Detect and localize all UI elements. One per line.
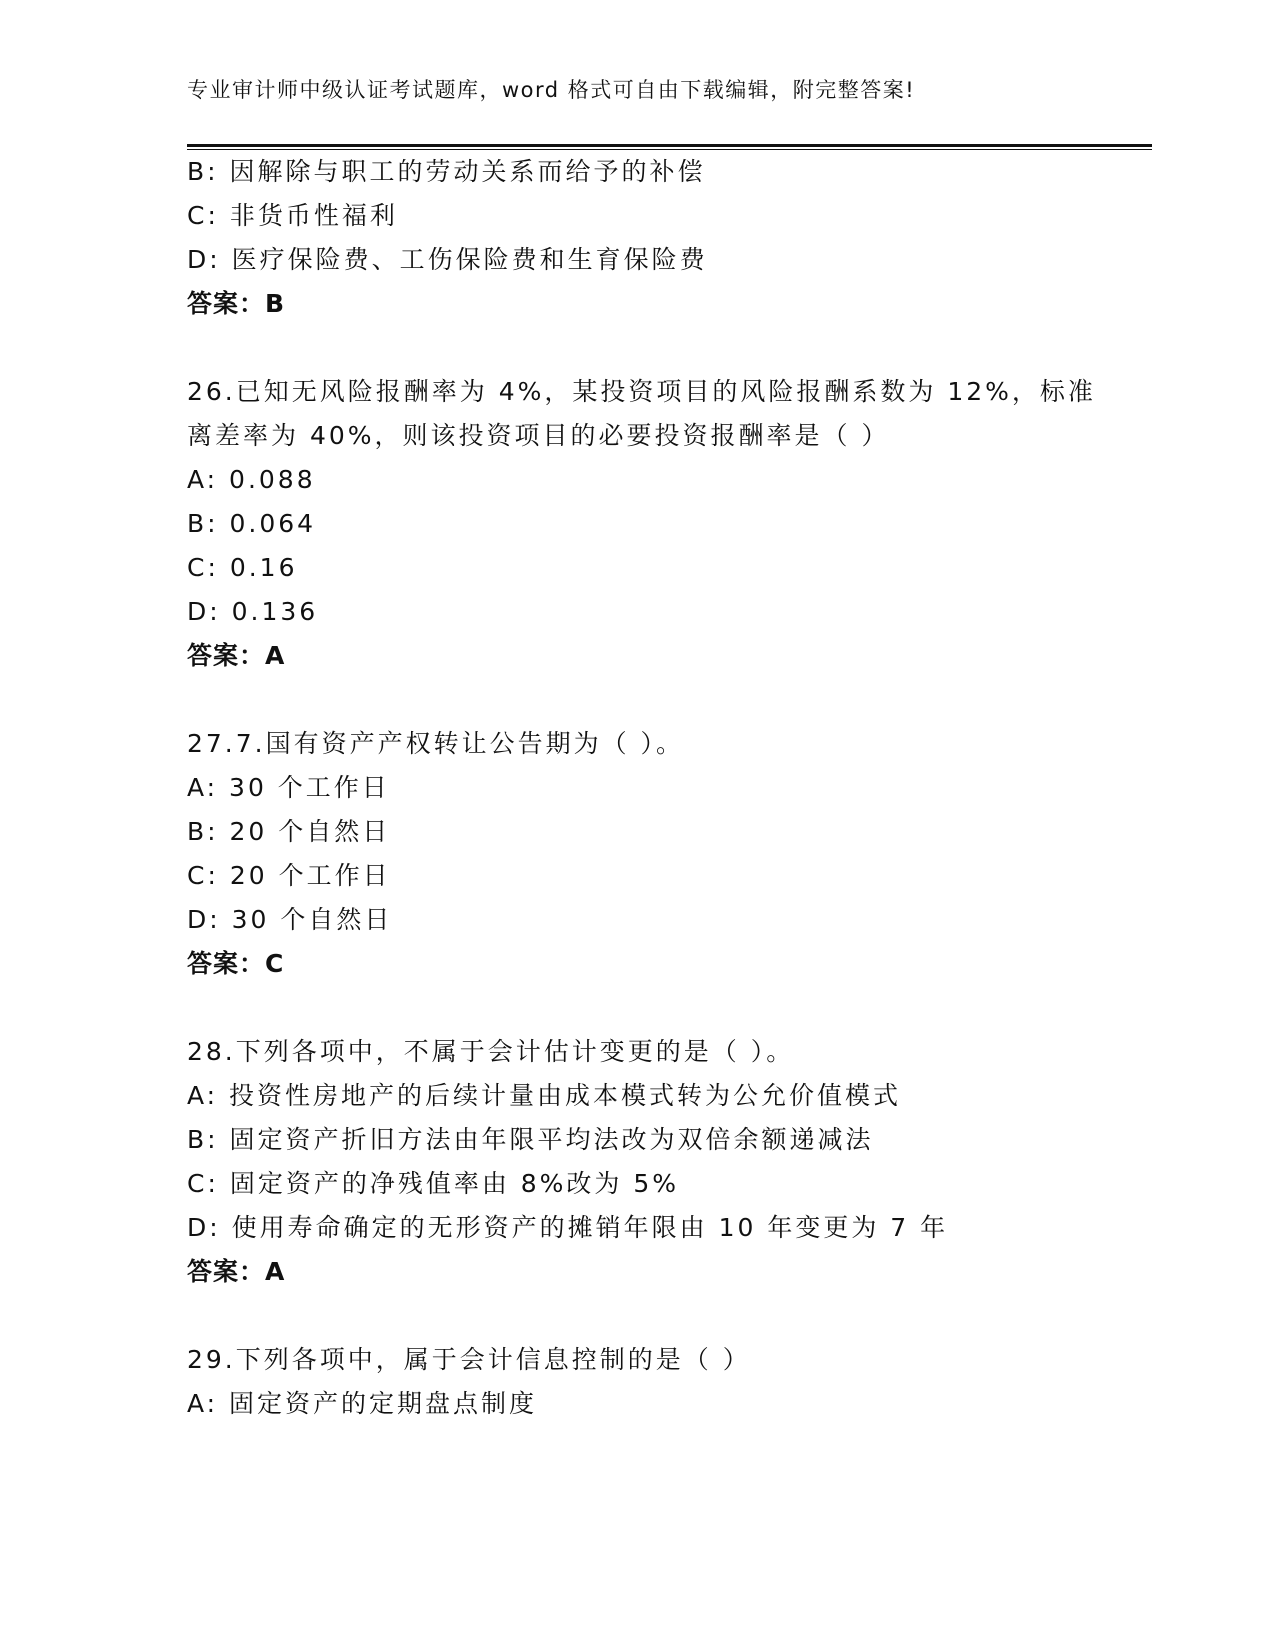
q28-stem: 28.下列各项中，不属于会计估计变更的是（ ）。: [187, 1037, 795, 1066]
q28-option-b: B: 固定资产折旧方法由年限平均法改为双倍余额递减法: [187, 1125, 874, 1154]
q27-option-a: A: 30 个工作日: [187, 773, 390, 802]
q26-stem-line1: 26.已知无风险报酬率为 4%，某投资项目的风险报酬系数为 12%，标准: [187, 377, 1096, 406]
q28-option-a: A: 投资性房地产的后续计量由成本模式转为公允价值模式: [187, 1081, 902, 1110]
q29-option-a: A: 固定资产的定期盘点制度: [187, 1389, 538, 1418]
q27-answer: 答案：C: [187, 949, 285, 978]
q25-option-c: C: 非货币性福利: [187, 201, 398, 230]
q27-option-c: C: 20 个工作日: [187, 861, 391, 890]
q28-option-d: D: 使用寿命确定的无形资产的摊销年限由 10 年变更为 7 年: [187, 1213, 949, 1242]
q27-option-d: D: 30 个自然日: [187, 905, 393, 934]
header-rule-thin: [187, 149, 1152, 150]
q29-stem: 29.下列各项中，属于会计信息控制的是（ ）: [187, 1345, 751, 1374]
q26-answer: 答案：A: [187, 641, 286, 670]
q27-option-b: B: 20 个自然日: [187, 817, 391, 846]
q26-option-b: B: 0.064: [187, 509, 317, 538]
q26-option-c: C: 0.16: [187, 553, 298, 582]
q25-answer: 答案：B: [187, 289, 286, 318]
q26-option-a: A: 0.088: [187, 465, 316, 494]
page-header: 专业审计师中级认证考试题库，word 格式可自由下载编辑，附完整答案!: [187, 78, 916, 102]
q25-option-d: D: 医疗保险费、工伤保险费和生育保险费: [187, 245, 708, 274]
q27-stem: 27.7.国有资产产权转让公告期为（ ）。: [187, 729, 685, 758]
q28-option-c: C: 固定资产的净残值率由 8%改为 5%: [187, 1169, 680, 1198]
q26-option-d: D: 0.136: [187, 597, 319, 626]
q28-answer: 答案：A: [187, 1257, 286, 1286]
q25-option-b: B: 因解除与职工的劳动关系而给予的补偿: [187, 157, 706, 186]
header-rule-thick: [187, 144, 1152, 147]
q26-stem-line2: 离差率为 40%，则该投资项目的必要投资报酬率是（ ）: [187, 421, 890, 450]
